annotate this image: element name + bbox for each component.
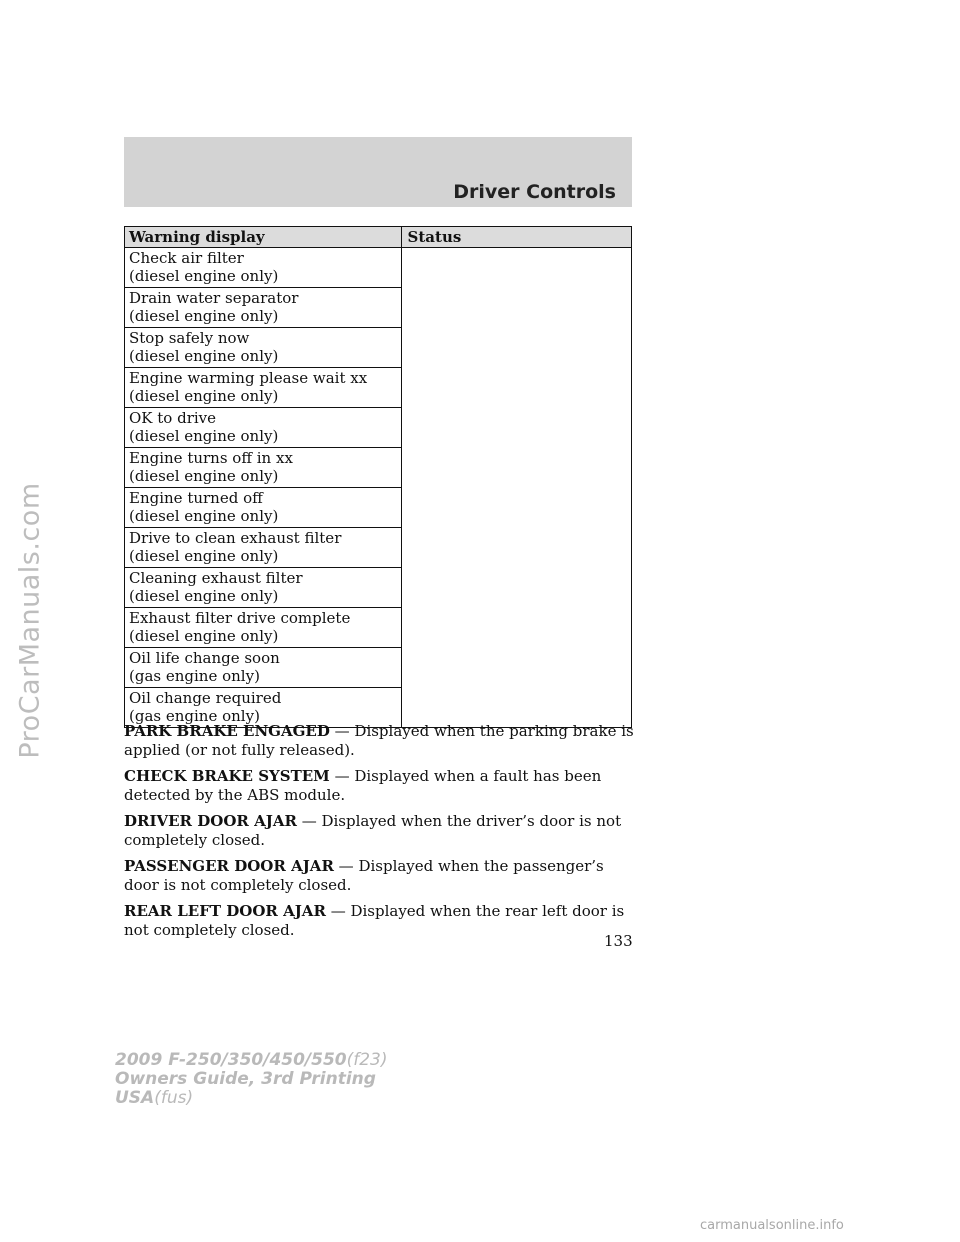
engine-note: (diesel engine only)	[129, 387, 279, 405]
paragraph-passenger-door	[124, 857, 636, 895]
footer	[115, 1051, 388, 1108]
footer-guide: Owners Guide, 3rd Printing	[115, 1069, 376, 1089]
footer-region: USA	[115, 1088, 155, 1108]
body-text	[124, 722, 636, 947]
warning-display-table	[124, 226, 632, 728]
section-title: Driver Controls	[453, 181, 616, 203]
warning-text: Oil life change soon	[129, 649, 280, 667]
warning-text: Stop safely now	[129, 329, 250, 347]
section-header	[124, 137, 632, 207]
warning-text: Engine turned off	[129, 489, 263, 507]
engine-note: (diesel engine only)	[129, 307, 279, 325]
warning-text: Cleaning exhaust filter	[129, 569, 303, 587]
warning-text: Drain water separator	[129, 289, 299, 307]
description: — Displayed when the passenger’s door is not completely closed.	[124, 857, 604, 894]
bottom-watermark: carmanualsonline.info	[700, 1218, 844, 1233]
engine-note: (diesel engine only)	[129, 267, 279, 285]
warning-cell	[125, 288, 402, 328]
page-number: 133	[604, 932, 633, 950]
warning-cell	[125, 448, 402, 488]
paragraph-driver-door	[124, 812, 636, 850]
footer-line-1	[115, 1051, 388, 1070]
warning-text: Engine warming please wait xx	[129, 369, 368, 387]
side-watermark-text: ProCarManuals.com	[14, 481, 46, 759]
warning-cell	[125, 408, 402, 448]
paragraph-rear-left-door	[124, 902, 636, 940]
engine-note: (gas engine only)	[129, 667, 260, 685]
engine-note: (diesel engine only)	[129, 347, 279, 365]
warning-text: Drive to clean exhaust filter	[129, 529, 342, 547]
term: PARK BRAKE ENGAGED	[124, 722, 330, 740]
status-cell	[401, 248, 631, 728]
description: — Displayed when the driver’s door is not completely closed.	[124, 812, 622, 849]
warning-cell	[125, 648, 402, 688]
footer-line-2	[115, 1070, 388, 1089]
warning-text: Check air filter	[129, 249, 244, 267]
side-watermark	[8, 340, 52, 900]
engine-note: (diesel engine only)	[129, 627, 279, 645]
engine-note: (gas engine only)	[129, 707, 260, 725]
warning-cell	[125, 248, 402, 288]
paragraph-check-brake	[124, 767, 636, 805]
footer-model: 2009 F-250/350/450/550	[115, 1050, 347, 1070]
table-header-row	[125, 227, 632, 248]
warning-cell	[125, 608, 402, 648]
engine-note: (diesel engine only)	[129, 467, 279, 485]
engine-note: (diesel engine only)	[129, 587, 279, 605]
table-row	[125, 248, 632, 288]
warning-cell	[125, 368, 402, 408]
description: — Displayed when a fault has been detected by the ABS module.	[124, 767, 602, 804]
paragraph-park-brake	[124, 722, 636, 760]
engine-note: (diesel engine only)	[129, 507, 279, 525]
engine-note: (diesel engine only)	[129, 547, 279, 565]
warning-text: Oil change required	[129, 689, 282, 707]
term: DRIVER DOOR AJAR	[124, 812, 297, 830]
warning-cell	[125, 488, 402, 528]
warning-cell	[125, 328, 402, 368]
term: REAR LEFT DOOR AJAR	[124, 902, 326, 920]
term: CHECK BRAKE SYSTEM	[124, 767, 330, 785]
engine-note: (diesel engine only)	[129, 427, 279, 445]
term: PASSENGER DOOR AJAR	[124, 857, 334, 875]
warning-text: OK to drive	[129, 409, 217, 427]
footer-region-code: (fus)	[154, 1088, 194, 1108]
warning-cell	[125, 528, 402, 568]
description: — Displayed when the parking brake is applied (or not fully released).	[124, 722, 634, 759]
header-status: Status	[401, 227, 631, 248]
warning-cell	[125, 568, 402, 608]
footer-model-code: (f23)	[346, 1050, 388, 1070]
footer-line-3	[115, 1089, 388, 1108]
header-warning-display: Warning display	[125, 227, 402, 248]
description: — Displayed when the rear left door is not completely closed.	[124, 902, 625, 939]
warning-text: Exhaust filter drive complete	[129, 609, 351, 627]
warning-text: Engine turns off in xx	[129, 449, 293, 467]
